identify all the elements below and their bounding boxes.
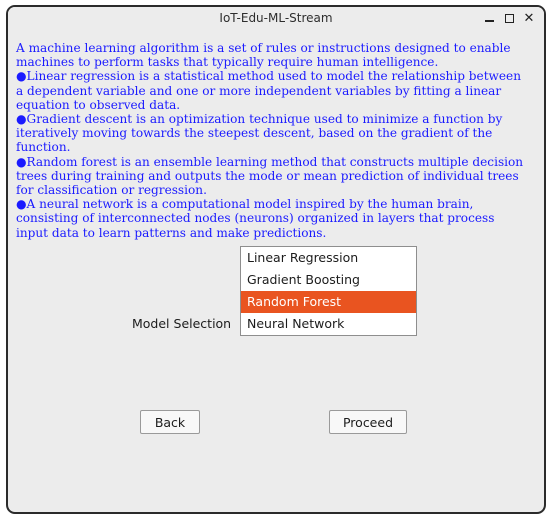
minimize-icon [485, 20, 494, 22]
list-item-neural-network[interactable]: Neural Network [247, 316, 345, 331]
title-bar[interactable] [8, 7, 544, 31]
maximize-button[interactable] [500, 9, 518, 27]
maximize-icon [505, 14, 514, 23]
list-item-random-forest[interactable]: Random Forest [241, 291, 416, 313]
minimize-button[interactable] [480, 9, 498, 27]
proceed-button[interactable]: Proceed [329, 410, 407, 434]
list-item-gradient-boosting[interactable]: Gradient Boosting [247, 272, 360, 287]
main-content [8, 31, 544, 512]
algorithm-description: A machine learning algorithm is a set of rules or instructions designed to enable machines to perform tasks that typically require human intelligence. ●Linear regression is a statistical method used to model the relationship between a dependent variable and one or more independent variables by fitting a linear equation to observed data. ●Gradient descent is an optimization technique used to minimize a function by iteratively moving towards the steepest descent, based on the gradient of the function. ●Random forest is an ensemble learning method that constructs multiple decision trees during training and outputs the mode or mean prediction of individual trees for classification or regression. ●A neural network is a computational model inspired by the human brain, consisting of interconnected nodes (neurons) organized in layers that process input data to learn patterns and make predictions. [16, 41, 524, 240]
close-button[interactable] [520, 9, 538, 27]
model-selection-listbox[interactable] [240, 246, 417, 336]
app-window [6, 5, 546, 514]
model-selection-label: Model Selection [132, 316, 232, 331]
back-button[interactable]: Back [140, 410, 200, 434]
list-item-linear-regression[interactable]: Linear Regression [247, 250, 359, 265]
close-icon: ✕ [523, 10, 535, 26]
window-title: IoT-Edu-ML-Stream [219, 11, 333, 25]
